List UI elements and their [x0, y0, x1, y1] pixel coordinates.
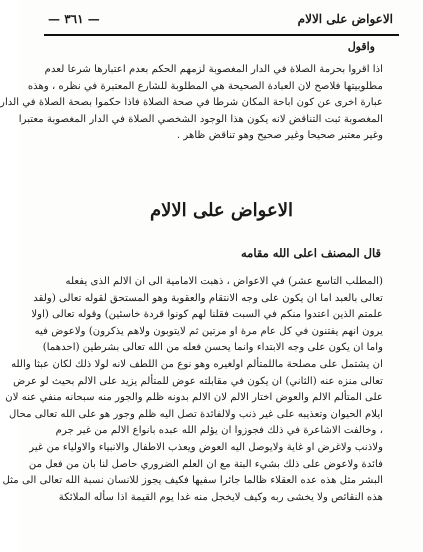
text-line: وغير معتبر صحيحا وغير صحيح وهو تناقض ظاهر .: [176, 130, 383, 142]
text-line: فائدة ولاعوض على ذلك بشيء البتة مع ان العلم الضروري حاصل لنا بان من فعل من: [28, 458, 383, 470]
text-line: ، وخالفت الاشاعرة في ذلك فجوزوا ان يؤلم الله عبده بانواع الالم من غير جرم: [55, 425, 383, 437]
text-line: اذا اقروا بحرمة الصلاة في الدار المغصوبة لزمهم الحكم بعدم اعتبارها شرعا لعدم: [44, 64, 383, 75]
paragraph-2: [2, 274, 383, 506]
text-line: مطلوبيتها فلاصح لان العبادة الصحيحة هي المطلوبة للشارع المعتبرة في نظره ، وهذه: [27, 80, 383, 92]
text-line: يرون انهم يفتنون في كل عام مرة او مرتين ثم لايتوبون ولاهم يذكرون) ولاعوض فيه: [34, 325, 383, 337]
text-line: البشر مثل هذه عده العقلاء ظالما جائرا سفيها فكيف يجوز للانسان نسبة الله تعالى الى مثل: [2, 475, 383, 487]
text-line: واما ان يكون على وجه الابتداء وانما يحسن فعله من الله تعالى بشرطين (احدهما): [42, 342, 383, 354]
header-divider: [44, 34, 399, 36]
text-line: تعالى بالعبد اما ان يكون على وجه الانتقام والعقوبة وهو المستحق لقوله تعالى (ولقد: [33, 292, 383, 304]
intro-label: واقول: [347, 40, 375, 53]
text-line: ان يشتمل على مصلحة ماللمتألم اولغيره وهو نوع من اللطف لانه لولا ذلك لكان عبثا والله: [11, 358, 383, 370]
page-header: [48, 8, 393, 30]
paragraph-1: [0, 62, 383, 145]
text-line: تعالى منزه عنه (الثاني) ان يكون في مقابلته عوض للمتألم يزيد على الالم بحيث لو عرض: [13, 375, 383, 387]
text-line: ايلام الحيوان وتعذيبه على غير ذنب ولالفائدة تصل اليه ظلم وجور هو على الله تعالى محال: [9, 408, 383, 420]
page-number: — ٣٦١ —: [48, 12, 100, 26]
section-heading: قال المصنف اعلى الله مقامه: [241, 246, 381, 260]
text-line: عبارة اخرى عن كون اباحة المكان شرطا في صحة الصلاة فاذا حكموا بصحة الصلاة في الدار: [0, 97, 383, 109]
text-line: (المطلب التاسع عشر) في الاعواض ، ذهبت الامامية الى ان الالم الذى يفعله: [65, 276, 383, 287]
chapter-title: الاعواض على الالام: [150, 200, 293, 221]
text-line: على المتألم الالم والعوض اختار الالم لان الالم بدونه ظلم والجور منه سبحانه منفي عنه لان: [5, 392, 383, 404]
running-title: الاعواض على الالام: [297, 12, 393, 26]
text-line: المغصوبة ثبت التناقض لانه يكون هذا الوجود الشخصي الصلاة في الدار المغصوبة معتبرا: [18, 113, 383, 125]
text-line: علمتم الذين اعتدوا منكم في السبت فقلنا لهم كونوا قردة خاسئين) وقوله تعالى (اولا: [31, 309, 383, 321]
text-line: هذه النقائص ولا يخشى ربه وكيف لايخجل منه غدا يوم القيمة اذا سأله الملائكة: [58, 491, 383, 503]
text-line: ولاذنب ولاغرض او غاية ولايوصل اليه العوض ويعذب الاطفال والانبياء والاولياء من غير: [29, 441, 383, 453]
